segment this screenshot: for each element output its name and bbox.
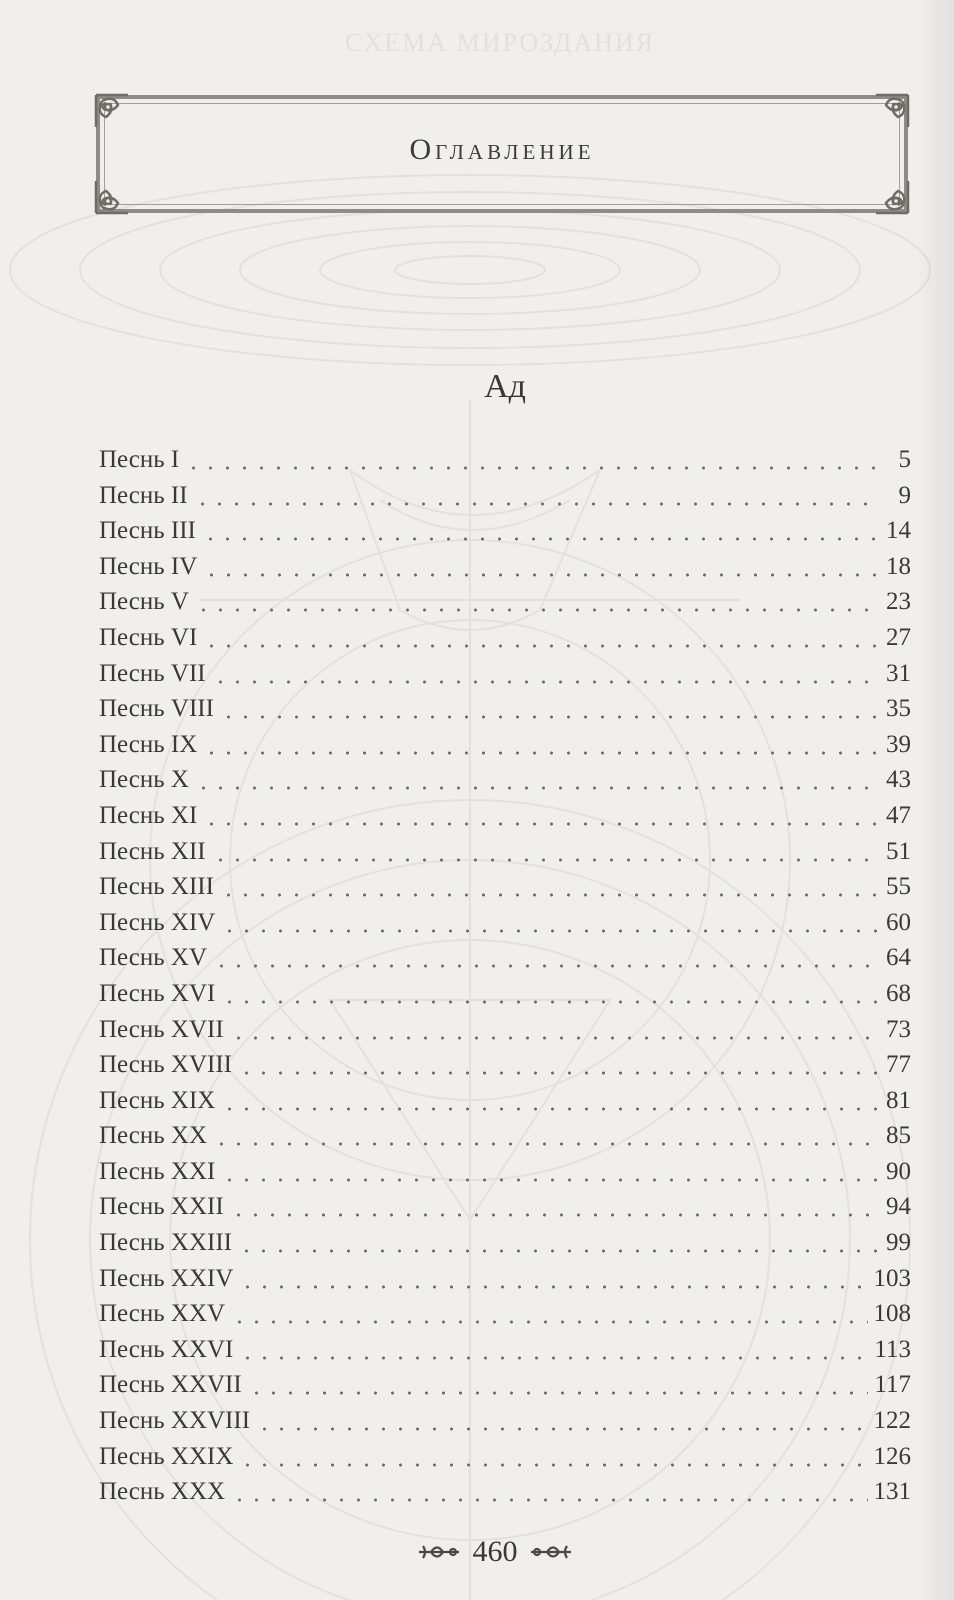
toc-entry[interactable] (99, 834, 911, 870)
toc-entry-label: Песнь IX (99, 730, 198, 758)
toc-entry-label: Песнь XVII (99, 1015, 224, 1043)
toc-entry-page: 103 (873, 1264, 911, 1292)
page-number: 460 (472, 1535, 518, 1569)
toc-entry[interactable] (99, 478, 911, 514)
toc-dot-leader (239, 1265, 867, 1290)
toc-entry[interactable] (99, 727, 911, 763)
toc-entry-label: Песнь VI (99, 623, 198, 651)
toc-entry[interactable] (99, 940, 911, 976)
toc-dot-leader (213, 944, 880, 969)
toc-dot-leader (238, 1051, 880, 1076)
toc-entry-page: 18 (886, 552, 911, 580)
toc-dot-leader (221, 980, 880, 1005)
toc-entry-label: Песнь X (99, 766, 189, 794)
toc-entry-label: Песнь XX (99, 1122, 208, 1150)
footer-ornament-left-icon (417, 1541, 461, 1563)
toc-entry[interactable] (99, 549, 911, 585)
toc-dot-leader (212, 838, 880, 863)
toc-dot-leader (231, 1300, 867, 1325)
toc-entry[interactable] (99, 584, 911, 620)
toc-entry[interactable] (99, 1189, 911, 1225)
toc-entry-label: Песнь XXIV (99, 1264, 234, 1292)
toc-entry-label: Песнь XXI (99, 1157, 216, 1185)
toc-dot-leader (195, 588, 880, 613)
toc-entry[interactable] (99, 1261, 911, 1297)
toc-entry-page: 73 (886, 1015, 911, 1043)
toc-dot-leader (195, 766, 880, 791)
toc-entry-label: Песнь XVI (99, 979, 216, 1007)
toc-dot-leader (221, 1087, 880, 1112)
toc-dot-leader (185, 446, 881, 471)
toc-entry-label: Песнь III (99, 517, 196, 545)
toc-entry-page: 43 (886, 766, 911, 794)
header-ornamental-frame (96, 95, 908, 213)
toc-entry[interactable] (99, 620, 911, 656)
toc-entry-page: 5 (898, 446, 911, 473)
toc-entry-page: 131 (873, 1478, 911, 1506)
toc-entry[interactable] (99, 1154, 911, 1190)
toc-entry-page: 35 (886, 695, 911, 723)
section-heading: Ад (484, 368, 526, 405)
toc-entry-page: 39 (886, 730, 911, 758)
toc-entry-page: 23 (886, 588, 911, 616)
footer-ornament-right-icon (529, 1541, 573, 1563)
toc-dot-leader (203, 731, 880, 756)
toc-entry-label: Песнь XXIX (99, 1442, 234, 1470)
toc-entry-page: 122 (873, 1407, 911, 1435)
toc-dot-leader (212, 660, 880, 685)
corner-ornament-icon (92, 177, 132, 217)
toc-entry-page: 55 (886, 873, 911, 901)
toc-entry-label: Песнь II (99, 481, 188, 509)
toc-entry-label: Песнь XII (99, 837, 206, 865)
toc-dot-leader (230, 1016, 880, 1041)
toc-entry[interactable] (99, 1225, 911, 1261)
toc-dot-leader (221, 909, 880, 934)
toc-entry-page: 27 (886, 623, 911, 651)
toc-entry-label: Песнь I (99, 446, 180, 473)
toc-entry[interactable] (99, 513, 911, 549)
toc-entry[interactable] (99, 798, 911, 834)
toc-entry-page: 113 (874, 1335, 911, 1363)
toc-entry-label: Песнь IV (99, 552, 198, 580)
toc-entry[interactable] (99, 1403, 911, 1439)
toc-dot-leader (231, 1478, 867, 1503)
corner-ornament-icon (872, 91, 912, 131)
toc-entry-page: 77 (886, 1051, 911, 1079)
toc-dot-leader (194, 482, 881, 507)
toc-dot-leader (248, 1371, 869, 1396)
toc-entry-label: Песнь XXV (99, 1300, 226, 1328)
toc-entry[interactable] (99, 905, 911, 941)
toc-entry[interactable] (99, 691, 911, 727)
corner-ornament-icon (92, 91, 132, 131)
toc-entry-page: 51 (886, 837, 911, 865)
toc-entry-label: Песнь XXVIII (99, 1407, 251, 1435)
toc-entry-label: Песнь XV (99, 944, 208, 972)
watermark-heading: СХЕМА МИРОЗДАНИЯ (344, 28, 655, 57)
toc-entry-page: 60 (886, 908, 911, 936)
toc-entry-page: 81 (886, 1086, 911, 1114)
toc-entry[interactable] (99, 976, 911, 1012)
toc-entry-label: Песнь VII (99, 659, 206, 687)
toc-entry[interactable] (99, 1296, 911, 1332)
toc-dot-leader (202, 517, 880, 542)
toc-entry[interactable] (99, 442, 911, 478)
toc-entry-page: 117 (874, 1371, 911, 1399)
toc-entry-page: 31 (886, 659, 911, 687)
toc-entry-label: Песнь XIII (99, 873, 214, 901)
toc-entry-label: Песнь XIX (99, 1086, 216, 1114)
toc-dot-leader (220, 873, 880, 898)
toc-dot-leader (239, 1336, 868, 1361)
toc-entry-page: 126 (873, 1442, 911, 1470)
toc-entry-label: Песнь V (99, 588, 189, 616)
toc-dot-leader (221, 1158, 880, 1183)
toc-entry[interactable] (99, 1012, 911, 1048)
toc-entry-page: 14 (886, 517, 911, 545)
page-title: Оглавление (409, 133, 595, 166)
toc-entry-page: 108 (873, 1300, 911, 1328)
toc-entry[interactable] (99, 1083, 911, 1119)
toc-entry-page: 47 (886, 801, 911, 829)
toc-entry-page: 85 (886, 1122, 911, 1150)
toc-entry[interactable] (99, 1332, 911, 1368)
toc-entry-label: Песнь XXVII (99, 1371, 242, 1399)
corner-ornament-icon (872, 177, 912, 217)
toc-dot-leader (230, 1193, 880, 1218)
toc-entry-label: Песнь XXX (99, 1478, 226, 1506)
toc-entry[interactable] (99, 762, 911, 798)
toc-entry-label: Песнь XXVI (99, 1335, 234, 1363)
toc-entry[interactable] (99, 1474, 911, 1510)
toc-entry[interactable] (99, 1367, 911, 1403)
toc-dot-leader (239, 1443, 867, 1468)
toc-entry-label: Песнь XVIII (99, 1051, 232, 1079)
toc-dot-leader (238, 1229, 880, 1254)
toc-dot-leader (256, 1407, 867, 1432)
toc-entry[interactable] (99, 1118, 911, 1154)
toc-dot-leader (203, 624, 880, 649)
toc-entry-page: 94 (886, 1193, 911, 1221)
toc-entry-page: 99 (886, 1229, 911, 1257)
table-of-contents (99, 442, 911, 1510)
toc-entry[interactable] (99, 869, 911, 905)
toc-entry-label: Песнь XIV (99, 908, 216, 936)
toc-entry-label: Песнь XI (99, 801, 198, 829)
toc-entry[interactable] (99, 656, 911, 692)
toc-entry-page: 9 (898, 481, 911, 509)
toc-entry-page: 68 (886, 979, 911, 1007)
toc-entry-page: 90 (886, 1157, 911, 1185)
toc-dot-leader (203, 553, 880, 578)
toc-dot-leader (203, 802, 880, 827)
toc-entry[interactable] (99, 1047, 911, 1083)
toc-dot-leader (220, 695, 880, 720)
toc-entry-label: Песнь VIII (99, 695, 214, 723)
toc-dot-leader (213, 1122, 880, 1147)
toc-entry-page: 64 (886, 944, 911, 972)
page-gutter-shadow (914, 0, 954, 1600)
toc-entry-label: Песнь XXIII (99, 1229, 232, 1257)
page-footer (0, 1533, 954, 1569)
toc-entry[interactable] (99, 1439, 911, 1475)
toc-entry-label: Песнь XXII (99, 1193, 224, 1221)
